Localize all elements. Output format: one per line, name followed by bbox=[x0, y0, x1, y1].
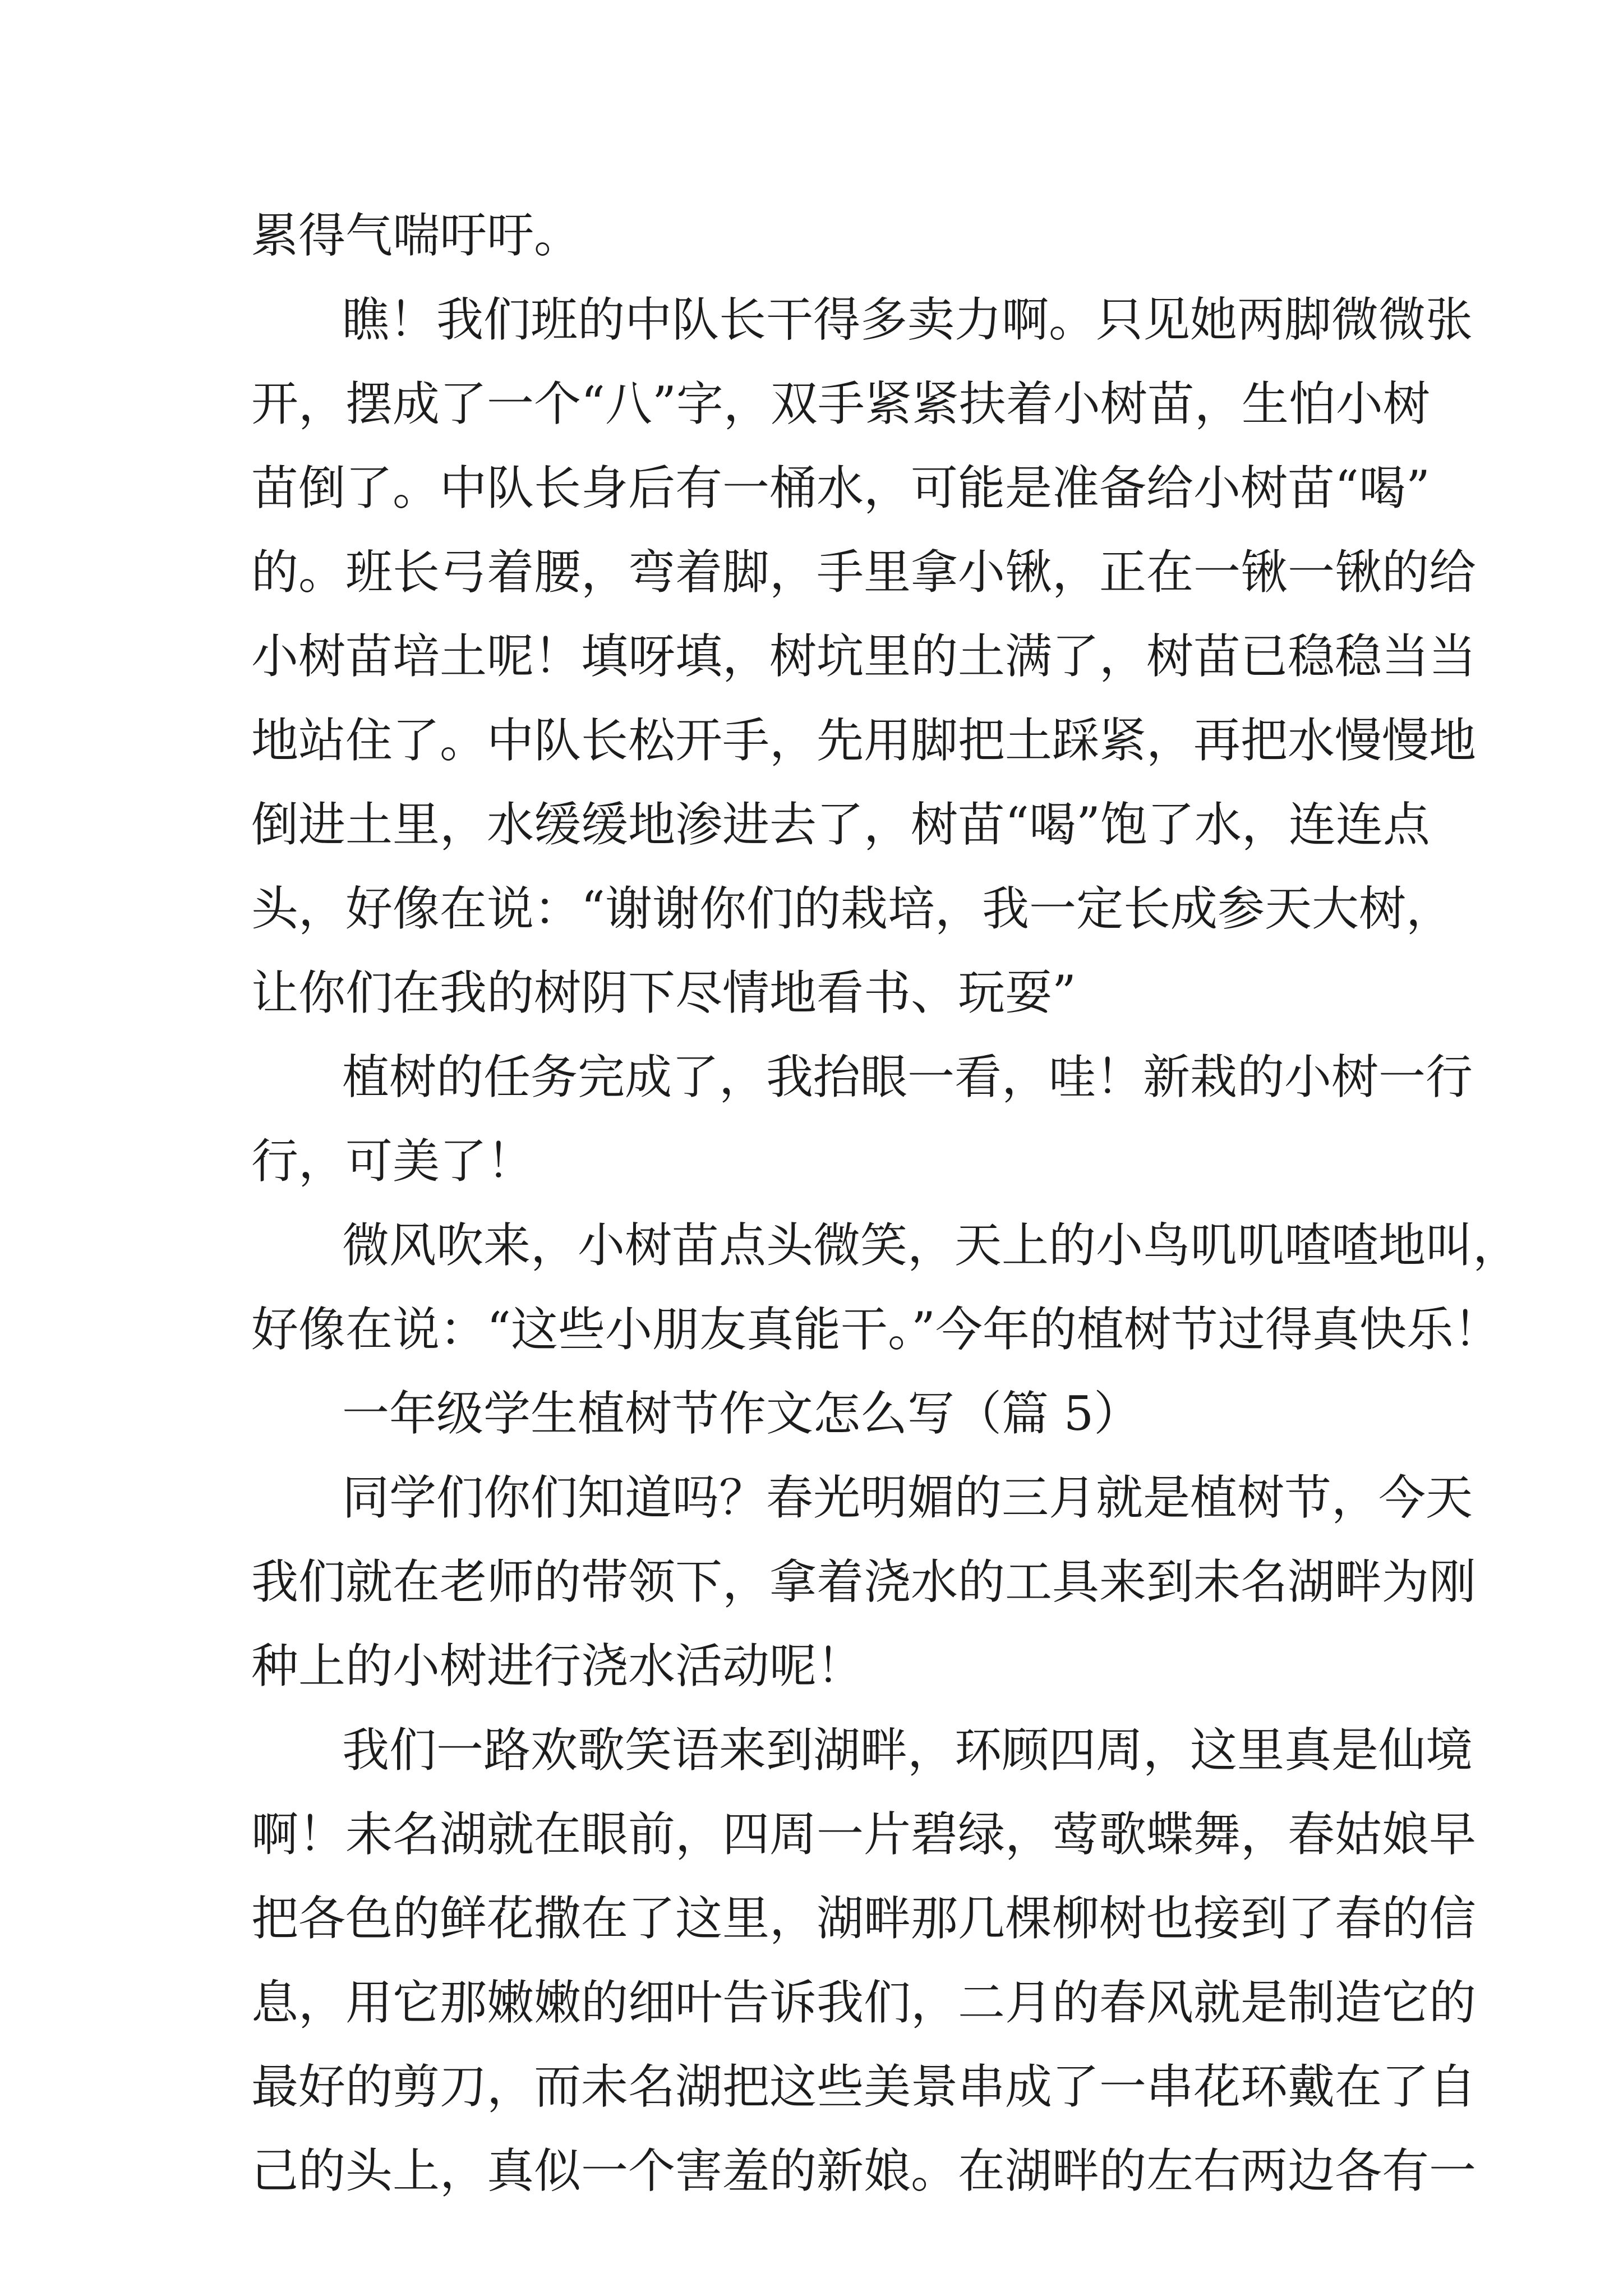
text-line-14: 好像在说：“这些小朋友真能干。”今年的植树节过得真快乐！ bbox=[251, 1302, 1501, 1357]
text-line-21: 把各色的鲜花撒在了这里，湖畔那几棵柳树也接到了春的信 bbox=[251, 1891, 1477, 1946]
text-line-24: 己的头上，真似一个害羞的新娘。在湖畔的左右两边各有一 bbox=[251, 2143, 1477, 2198]
text-line-9: 头，好像在说：“谢谢你们的栽培，我一定长成参天大树， bbox=[251, 881, 1453, 936]
text-line-6: 小树苗培土呢！填呀填，树坑里的土满了，树苗已稳稳当当 bbox=[251, 629, 1477, 684]
text-line-1: 累得气喘吁吁。 bbox=[251, 208, 582, 263]
section-heading: 一年级学生植树节作文怎么写（篇 5） bbox=[342, 1386, 1141, 1441]
text-line-12: 行，可美了！ bbox=[251, 1134, 534, 1189]
text-line-20: 啊！未名湖就在眼前，四周一片碧绿，莺歌蝶舞，春姑娘早 bbox=[251, 1807, 1477, 1862]
text-line-8: 倒进土里，水缓缓地渗进去了，树苗“喝”饱了水，连连点 bbox=[251, 797, 1430, 852]
text-line-23: 最好的剪刀，而未名湖把这些美景串成了一串花环戴在了自 bbox=[251, 2059, 1477, 2114]
text-line-11: 植树的任务完成了，我抬眼一看，哇！新栽的小树一行 bbox=[342, 1050, 1473, 1105]
text-line-3: 开，摆成了一个“八”字，双手紧紧扶着小树苗，生怕小树 bbox=[251, 376, 1430, 431]
text-line-13: 微风吹来，小树苗点头微笑，天上的小鸟叽叽喳喳地叫， bbox=[342, 1218, 1520, 1273]
text-line-17: 我们就在老师的带领下，拿着浇水的工具来到未名湖畔为刚 bbox=[251, 1554, 1477, 1609]
text-line-22: 息，用它那嫩嫩的细叶告诉我们，二月的春风就是制造它的 bbox=[251, 1975, 1477, 2030]
text-line-7: 地站住了。中队长松开手，先用脚把土踩紧，再把水慢慢地 bbox=[251, 713, 1477, 768]
text-line-19: 我们一路欢歌笑语来到湖畔，环顾四周，这里真是仙境 bbox=[342, 1723, 1473, 1778]
text-line-2: 瞧！我们班的中队长干得多卖力啊。只见她两脚微微张 bbox=[342, 292, 1473, 347]
text-line-18: 种上的小树进行浇水活动呢！ bbox=[251, 1639, 864, 1694]
text-line-5: 的。班长弓着腰，弯着脚，手里拿小锹，正在一锹一锹的给 bbox=[251, 545, 1477, 600]
text-line-4: 苗倒了。中队长身后有一桶水，可能是准备给小树苗“喝” bbox=[251, 461, 1430, 516]
text-line-10: 让你们在我的树阴下尽情地看书、玩耍” bbox=[251, 965, 1076, 1020]
text-line-16: 同学们你们知道吗？春光明媚的三月就是植树节，今天 bbox=[342, 1470, 1473, 1525]
